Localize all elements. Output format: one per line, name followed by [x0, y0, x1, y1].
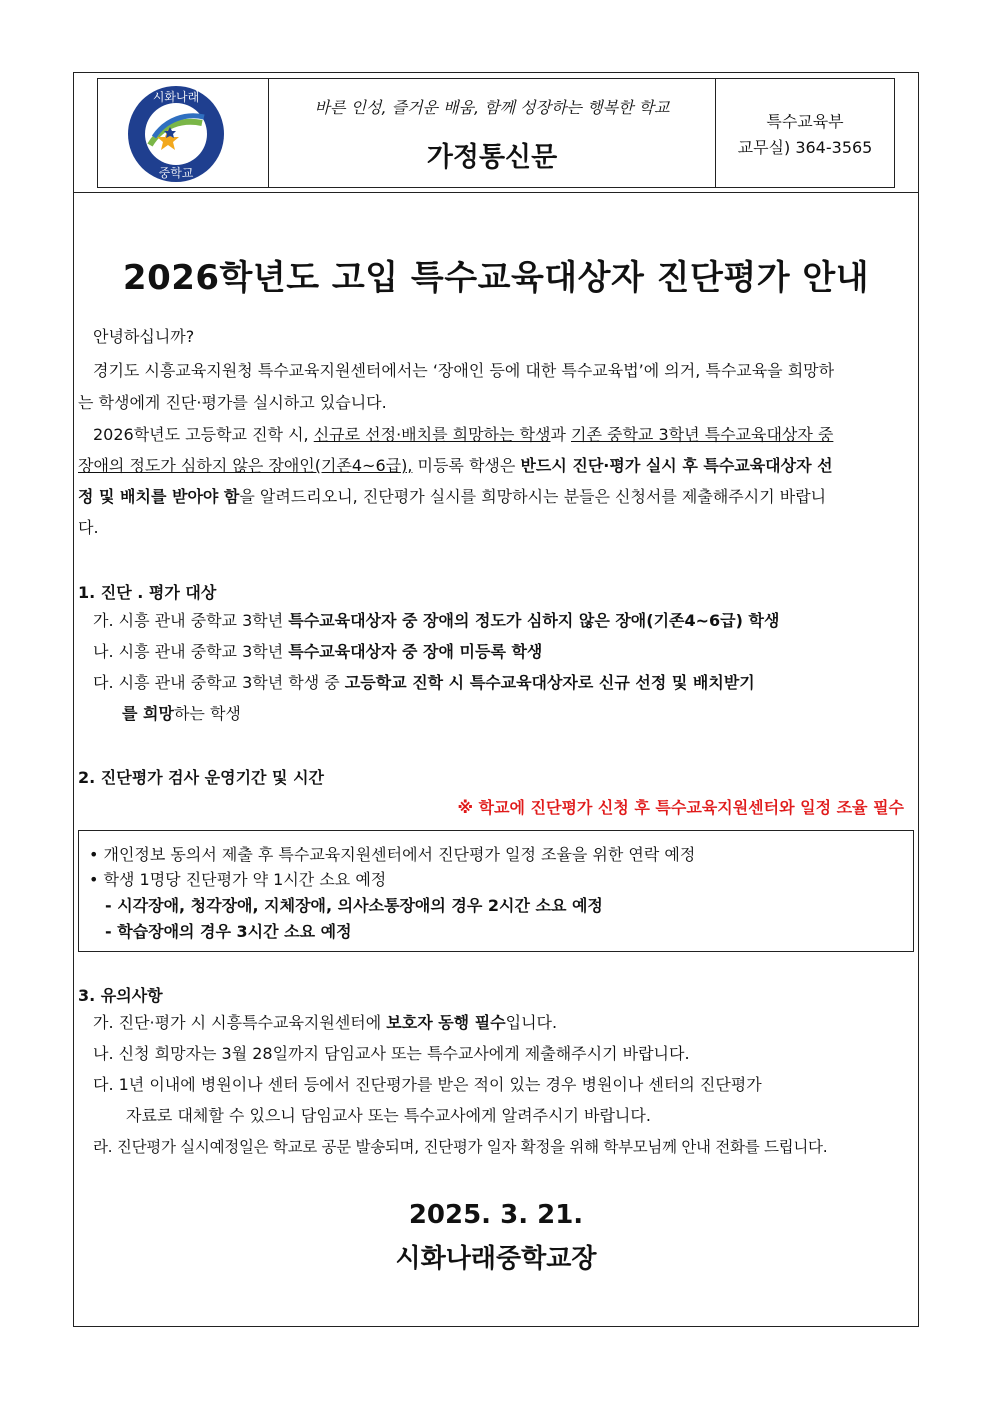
intro-text: 미등록 학생은: [412, 456, 521, 475]
bold-text: 를 희망: [122, 704, 174, 723]
box-line-4: - 학습장애의 경우 3시간 소요 예정: [105, 922, 352, 941]
bold-text: 특수교육대상자 중 장애 미등록 학생: [288, 642, 543, 661]
document-title: 2026학년도 고입 특수교육대상자 진단평가 안내: [122, 258, 870, 298]
header-contact-cell: [716, 79, 894, 187]
section-1-item-c: [93, 668, 755, 698]
bold-text: 고등학교 진학 시 특수교육대상자로 신규 선정 및 배치받기: [344, 673, 755, 692]
intro-text: 을 알려드리오니, 진단평가 실시를 희망하시는 분들은 신청서를 제출해주시기 바랍니: [239, 487, 827, 506]
greeting: 안녕하십니까?: [93, 327, 195, 346]
section-1-heading: 1. 진단 . 평가 대상: [78, 583, 217, 602]
intro-text: 과: [550, 425, 571, 444]
intro-line-2: 는 학생에게 진단·평가를 실시하고 있습니다.: [78, 393, 387, 412]
item-text: 가. 진단·평가 시 시흥특수교육지원센터에: [93, 1013, 387, 1032]
underlined-text: 기존 중학교 3학년 특수교육대상자 중: [571, 425, 834, 444]
box-line-2: • 학생 1명당 진단평가 약 1시간 소요 예정: [89, 870, 387, 889]
school-logo-cell: [98, 79, 269, 187]
item-text: 가. 시흥 관내 중학교 3학년: [93, 611, 289, 630]
item-text: 다. 시흥 관내 중학교 3학년 학생 중: [93, 673, 345, 692]
item-text: 입니다.: [505, 1013, 558, 1032]
header-divider: [73, 192, 919, 193]
box-line-1: • 개인정보 동의서 제출 후 특수교육지원센터에서 진단평가 일정 조율을 위한 연락 예정: [89, 845, 696, 864]
box-line-3: - 시각장애, 청각장애, 지체장애, 의사소통장애의 경우 2시간 소요 예정: [105, 896, 603, 915]
header-table: [97, 78, 895, 188]
intro-line-5: [78, 482, 916, 512]
intro-line-4: [78, 451, 916, 481]
logo-text-top: 시화나래: [152, 90, 200, 104]
section-1-item-a: [93, 606, 779, 636]
intro-line-3: [78, 420, 931, 450]
document-date: 2025. 3. 21.: [408, 1200, 584, 1230]
intro-text: 2026학년도 고등학교 진학 시,: [93, 425, 314, 444]
section-3-item-a: [93, 1008, 557, 1038]
bold-text: 보호자 동행 필수: [386, 1013, 506, 1032]
schedule-info-box: [78, 830, 914, 952]
section-2-heading: 2. 진단평가 검사 운영기간 및 시간: [78, 768, 324, 787]
section-3-item-d: 라. 진단평가 실시예정일은 학교로 공문 발송되며, 진단평가 일자 확정을 위해 학부모님께 안내 전화를 드립니다.: [93, 1138, 828, 1156]
bold-text: 정 및 배치를 받아야 함: [78, 487, 240, 506]
schedule-notice: ※ 학교에 진단평가 신청 후 특수교육지원센터와 일정 조율 필수: [457, 798, 904, 817]
department-name: 특수교육부: [766, 112, 844, 131]
underlined-text: 신규로 선정·배치를 희망하는 학생: [313, 425, 551, 444]
underlined-text: 장애의 정도가 심하지 않은 장애인(기존4~6급),: [78, 456, 413, 475]
bold-text: 특수교육대상자 중 장애의 정도가 심하지 않은 장애(기존4~6급) 학생: [288, 611, 780, 630]
section-1-item-c-cont: [122, 699, 241, 729]
intro-line-6: 다.: [78, 518, 99, 537]
section-3-item-b: 나. 신청 희망자는 3월 28일까지 담임교사 또는 특수교사에게 제출해주시기 바랍니다.: [93, 1044, 690, 1063]
header-title-cell: [269, 79, 716, 187]
school-motto: 바른 인성, 즐거운 배움, 함께 성장하는 행복한 학교: [314, 98, 670, 117]
section-1-item-b: [93, 637, 542, 667]
newsletter-label: 가정통신문: [426, 142, 558, 173]
section-3-item-c: 다. 1년 이내에 병원이나 센터 등에서 진단평가를 받은 적이 있는 경우 병원이나 센터의 진단평가: [93, 1075, 762, 1094]
principal-signature: 시화나래중학교장: [395, 1244, 597, 1274]
item-text: 하는 학생: [173, 704, 241, 723]
section-3-item-c-cont: 자료로 대체할 수 있으니 담임교사 또는 특수교사에게 알려주시기 바랍니다.: [126, 1106, 651, 1125]
bold-text: 반드시 진단·평가 실시 후 특수교육대상자 선: [520, 456, 833, 475]
office-phone: 교무실) 364-3565: [737, 138, 873, 157]
item-text: 나. 시흥 관내 중학교 3학년: [93, 642, 289, 661]
school-logo: [98, 79, 268, 189]
logo-text-bottom: 중학교: [158, 166, 194, 180]
section-3-heading: 3. 유의사항: [78, 986, 163, 1005]
intro-line-1: 경기도 시흥교육지원청 특수교육지원센터에서는 ‘장애인 등에 대한 특수교육법’에 의거, 특수교육을 희망하: [93, 361, 835, 380]
